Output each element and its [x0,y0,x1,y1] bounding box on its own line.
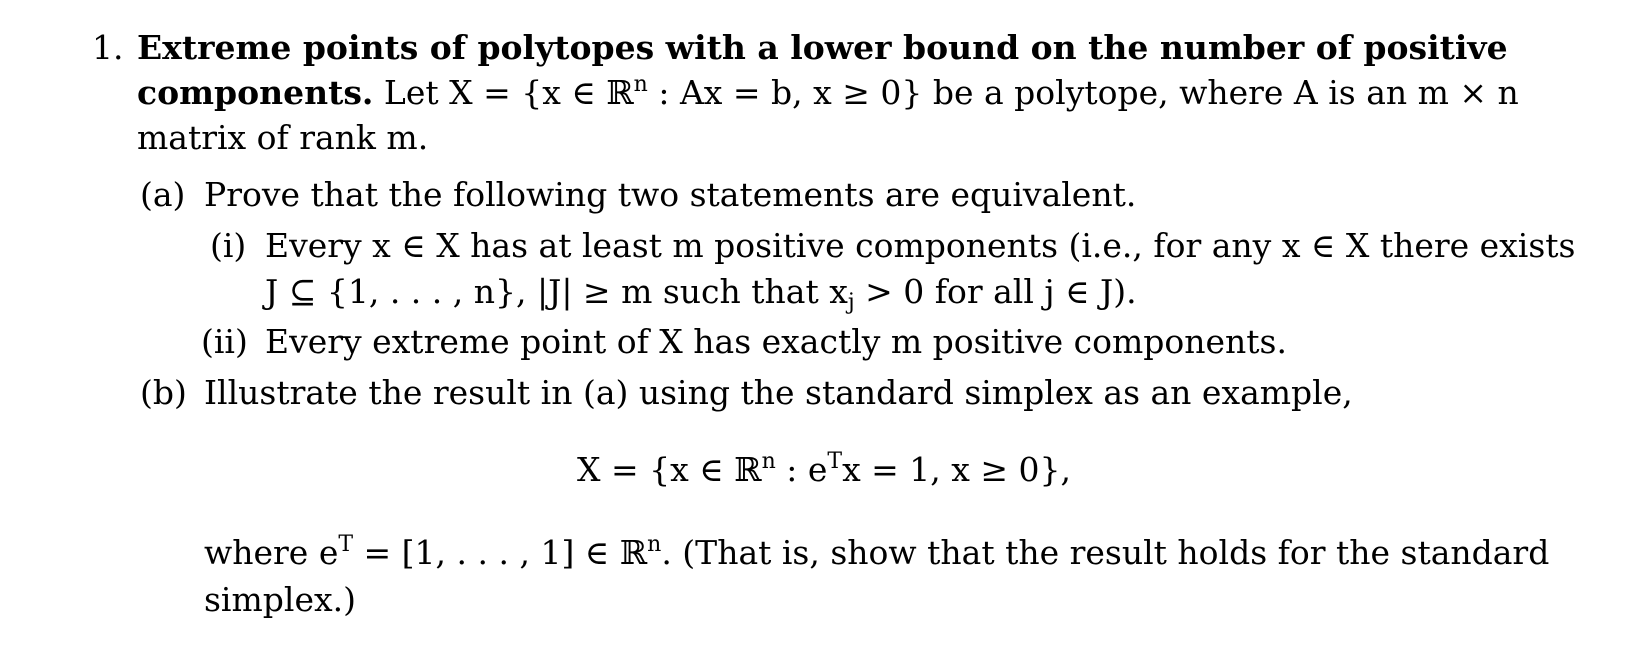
display-post: x = 1, x ≥ 0}, [842,450,1071,489]
part-b-where-line1 [204,533,1549,573]
part-a-ii-text: Every extreme point of X has exactly m positive components. [265,322,1287,361]
where-mid: = [1, . . . , 1] ∈ ℝ [353,533,648,572]
intro-text-part2: : Ax = b, x ≥ 0} be a polytope, where A is an m × n [647,73,1519,112]
where-sup-n: n [647,532,662,557]
part-a-ii-label: (ii) [201,322,248,361]
where-sup-T: T [338,532,354,557]
problem-title-line1: Extreme points of polytopes with a lower bound on the number of positive [137,28,1508,67]
display-mid: : e [775,450,828,489]
problem-intro-line1 [137,73,1519,113]
intro-sup-n: n [633,72,648,97]
display-pre: X = {x ∈ ℝ [577,450,762,489]
part-a-text: Prove that the following two statements are equivalent. [204,175,1137,214]
part-b-where-line2: simplex.) [204,580,356,619]
intro-text-part1: Let X = {x ∈ ℝ [383,73,634,112]
problem-title-line2: components. [137,73,374,112]
part-a-i-line1: Every x ∈ X has at least m positive components (i.e., for any x ∈ X there exists [265,226,1576,265]
where-post: . (That is, show that the result holds for the standard [661,533,1550,572]
problem-intro-line2: matrix of rank m. [137,118,429,157]
part-b-text: Illustrate the result in (a) using the standard simplex as an example, [204,373,1353,412]
part-a-i-line2-post: > 0 for all j ∈ J). [854,272,1137,311]
display-sup-T: T [827,449,843,474]
problem-number: 1. [92,28,124,67]
display-sup-n: n [761,449,776,474]
part-a-i-sub-j: j [847,290,855,315]
part-a-i-line2-pre: J ⊆ {1, . . . , n}, |J| ≥ m such that x [265,272,848,311]
part-b-label: (b) [140,373,187,412]
where-pre: where e [204,533,339,572]
part-a-i-label: (i) [210,226,247,265]
part-a-i-line2 [265,272,1137,315]
part-a-label: (a) [140,175,186,214]
display-equation [0,450,1648,490]
